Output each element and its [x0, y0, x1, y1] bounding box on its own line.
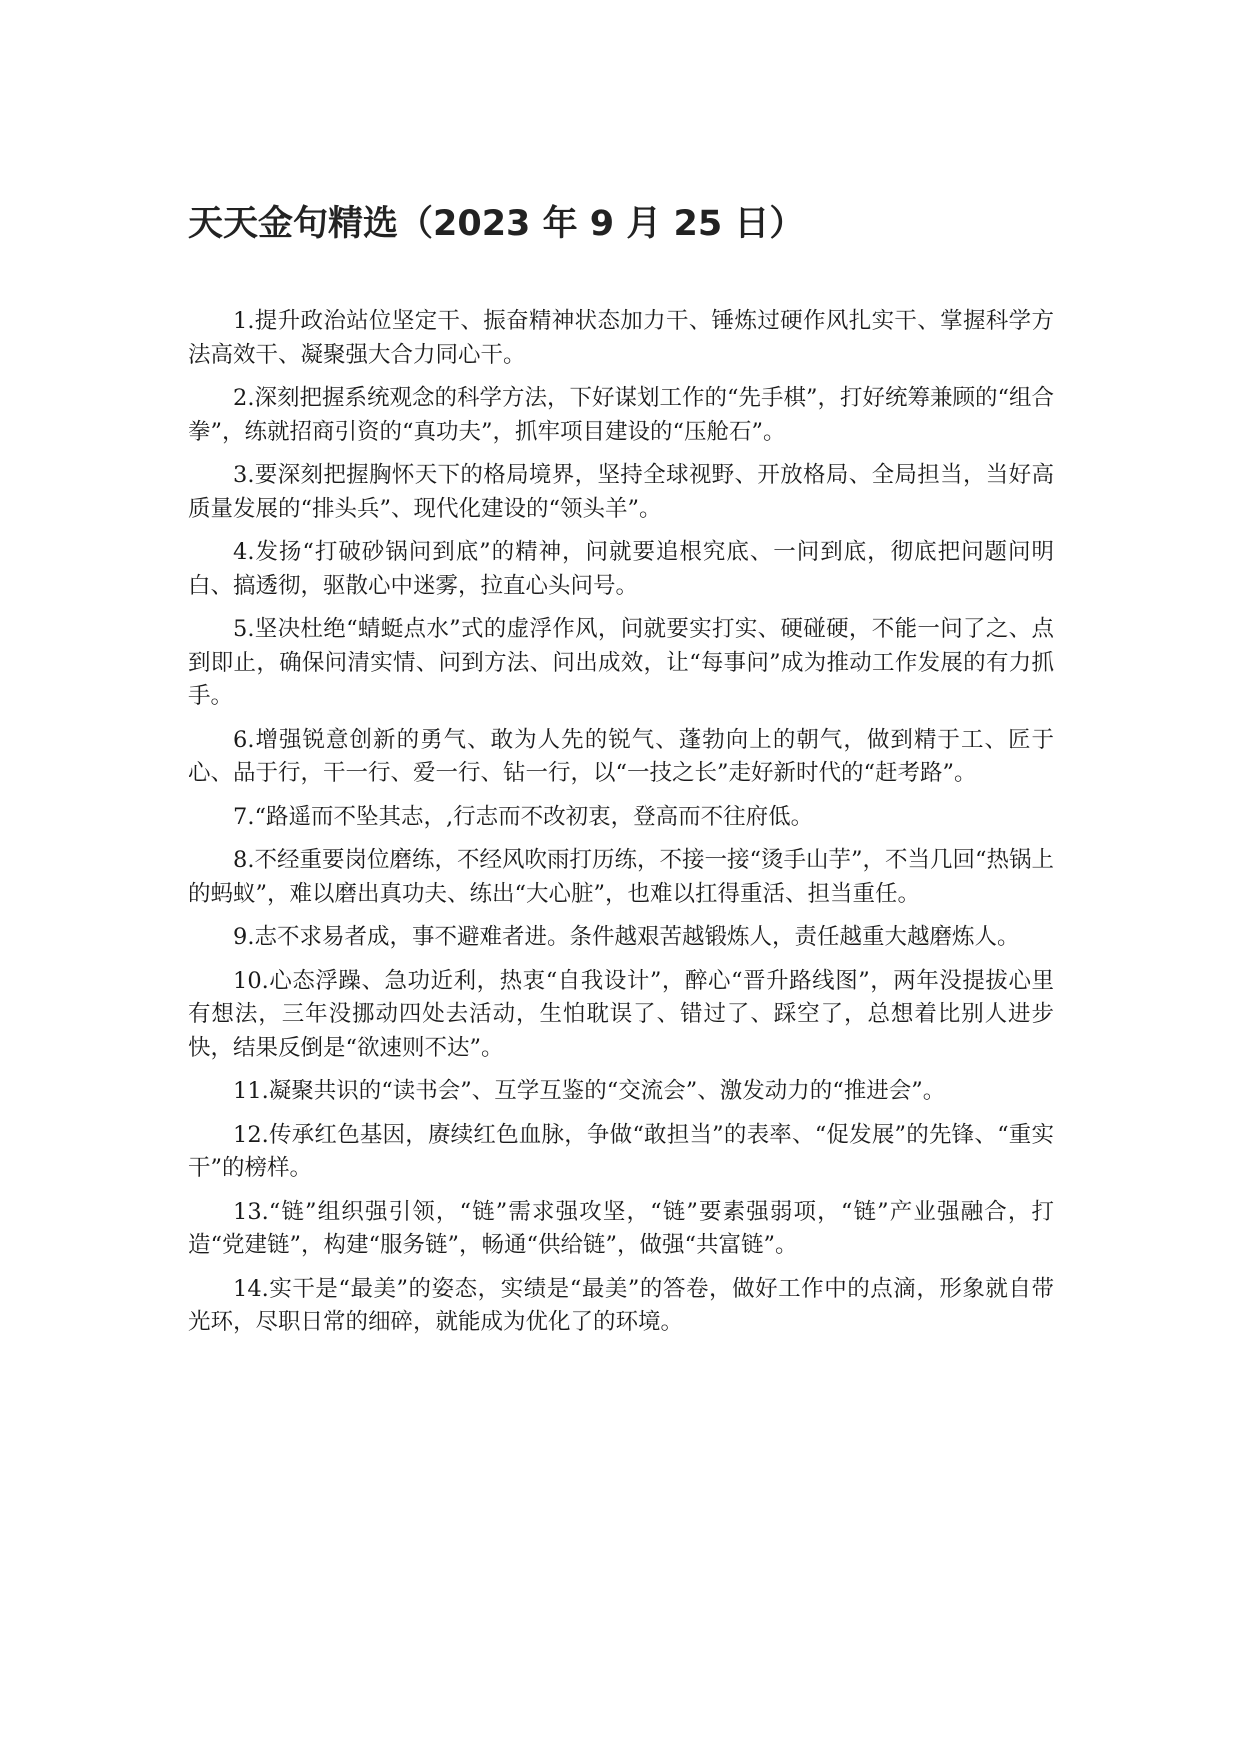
quote-paragraph-2: 2.深刻把握系统观念的科学方法，下好谋划工作的“先手棋”，打好统筹兼顾的“组合拳”，练就招商引资的“真功夫”，抓牢项目建设的“压舱石”。 — [188, 385, 1054, 445]
document-title: 天天金句精选（2023 年 9 月 25 日） — [188, 204, 805, 244]
quote-paragraph-9: 9.志不求易者成，事不避难者进。条件越艰苦越锻炼人，责任越重大越磨炼人。 — [233, 924, 1020, 950]
quote-paragraph-14: 14.实干是“最美”的姿态，实绩是“最美”的答卷，做好工作中的点滴，形象就自带光环，尽职日常的细碎，就能成为优化了的环境。 — [188, 1275, 1054, 1335]
quote-paragraph-13: 13.“链”组织强引领，“链”需求强攻坚，“链”要素强弱项，“链”产业强融合，打造“党建链”，构建“服务链”，畅通“供给链”，做强“共富链”。 — [188, 1198, 1054, 1258]
quote-paragraph-10: 10.心态浮躁、急功近利，热衷“自我设计”，醉心“晋升路线图”，两年没提拔心里有想法，三年没挪动四处去活动，生怕耽误了、错过了、踩空了，总想着比别人进步快，结果反倒是“欲速则不达”。 — [188, 967, 1054, 1061]
quote-paragraph-5: 5.坚决杜绝“蜻蜓点水”式的虚浮作风，问就要实打实、硬碰硬，不能一问了之、点到即止，确保问清实情、问到方法、问出成效，让“每事问”成为推动工作发展的有力抓手。 — [188, 616, 1054, 709]
quote-paragraph-1: 1.提升政治站位坚定干、振奋精神状态加力干、锤炼过硬作风扎实干、掌握科学方法高效干、凝聚强大合力同心干。 — [188, 308, 1054, 368]
quote-paragraph-6: 6.增强锐意创新的勇气、敢为人先的锐气、蓬勃向上的朝气，做到精于工、匠于心、品于行，干一行、爱一行、钻一行，以“一技之长”走好新时代的“赶考路”。 — [188, 726, 1054, 786]
quote-paragraph-8: 8.不经重要岗位磨练，不经风吹雨打历练，不接一接“烫手山芋”，不当几回“热锅上的蚂蚁”，难以磨出真功夫、练出“大心脏”，也难以扛得重活、担当重任。 — [188, 847, 1054, 907]
quote-paragraph-4: 4.发扬“打破砂锅问到底”的精神，问就要追根究底、一问到底，彻底把问题问明白、搞透彻，驱散心中迷雾，拉直心头问号。 — [188, 539, 1054, 599]
document-body — [188, 305, 1054, 1350]
quote-paragraph-7: 7.“路遥而不坠其志，,行志而不改初衷，登高而不往府低。 — [233, 803, 814, 830]
quote-paragraph-11: 11.凝聚共识的“读书会”、互学互鉴的“交流会”、激发动力的“推进会”。 — [233, 1078, 946, 1104]
quote-paragraph-12: 12.传承红色基因，赓续红色血脉，争做“敢担当”的表率、“促发展”的先锋、“重实干”的榜样。 — [188, 1121, 1054, 1181]
quote-paragraph-3: 3.要深刻把握胸怀天下的格局境界，坚持全球视野、开放格局、全局担当，当好高质量发展的“排头兵”、现代化建设的“领头羊”。 — [188, 462, 1054, 522]
